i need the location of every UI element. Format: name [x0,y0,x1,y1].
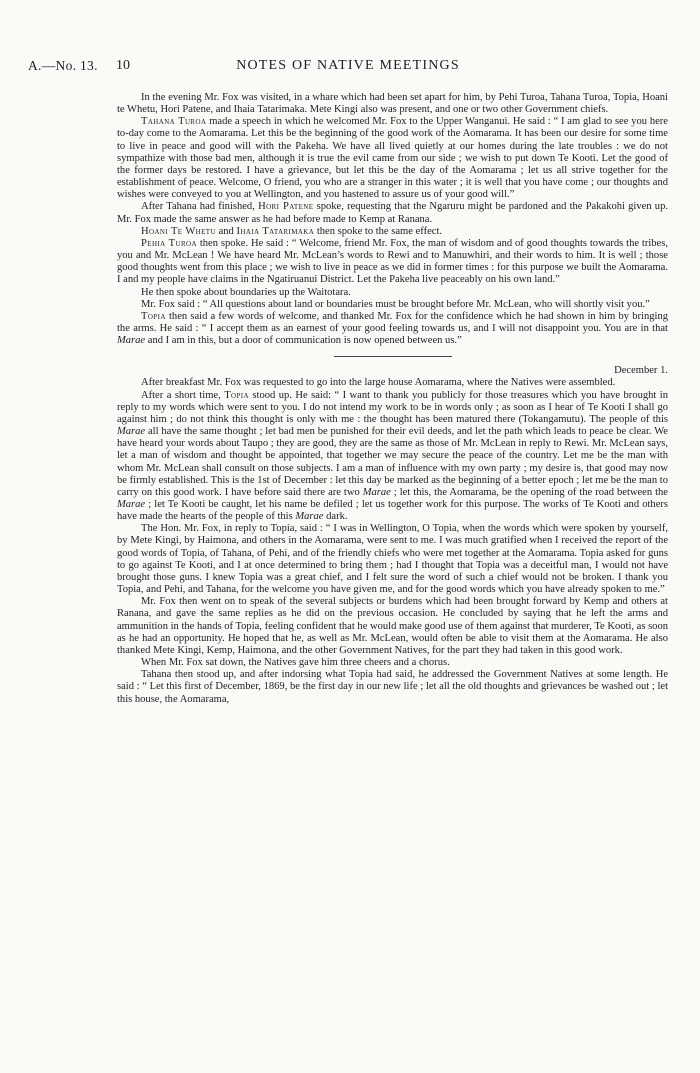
text-run: The Hon. Mr. Fox, in reply to Topia, said : “ I was in Wellington, O Topia, when the words which were spoken by yourself, by Mete Kingi, by Haimona, and others in the Aomarama, were sent to me. I was much gratified when I received the report of the good words of Topia, of Tahana, of Pehi, and of the friendly chiefs who were met together at the Aomarama. Topia asked for guns to go against Te Kooti, and I at once determined to bring them ; had I thought that Topia was a deceitful man, I would not have brought those guns. I knew Topia was a great chief, and I felt sure the word of such a chief would not be broken. I thank you Topia, and Pehi, and Tahana, for the welcome you have given me, and for the good words which you have already spoken to me.” [117,523,668,596]
speaker-name: Hori Patene [258,201,314,213]
paragraph [117,92,668,116]
italic-term: Marae [117,335,146,347]
italic-term: Marae [117,499,146,510]
paragraph [117,226,668,238]
speaker-name: Topia [141,310,166,322]
page-number: 10 [116,58,130,73]
paper-reference: A.—No. 13. [28,58,98,73]
paragraph [117,299,668,311]
text-run: Tahana then stood up, and after indorsing what Topia had said, he addressed the Government Natives at some length. He said : “ Let this first of December, 1869, be the first day in our new life ; let all the old thoughts and grievances be washed out ; let this house, the Aomarama, [117,669,668,705]
text-run: then spoke to the same effect. [314,225,443,237]
text-run: In the evening Mr. Fox was visited, in a whare which had been set apart for him, by Pehi Turoa, Tahana Turoa, Topia, Hoani te Whetu, Hori Patene, and Ihaia Tatarimaka. Mete Kingi also was present, and one or two other Government chiefs. [117,92,668,116]
paragraph [117,311,668,347]
text-run: After breakfast Mr. Fox was requested to go into the large house Aomarama, where the Natives were assembled. [141,377,616,389]
page-header [28,58,668,78]
speaker-name: Tahana Turoa [141,116,207,128]
paragraph [117,669,668,705]
text-run: made a speech in which he welcomed Mr. Fox to the Upper Wanganui. He said : “ I am glad to see you here to-day come to the Aomarama. Let this be the beginning of the good work of the Aomarama. It has been our desire for some time to live in peace and good will with the Pakeha. We have all lived quietly at our homes during the late troubles : we do not sympathize with those bad men, although it is true the evil came from our side ; we wish to put down Te Kooti. Let the good of the former days be restored. I have a grievance, but let this be the day of the Aomarama ; let us all strive together for the establishment of peace. Welcome, O friend, you who are a stranger in this water ; it is well that you have come ; our thoughts and wishes were conveyed to you at Wellington, and you hastened to assure us of your good will.” [117,116,668,201]
article-body [117,92,668,706]
running-title: NOTES OF NATIVE MEETINGS [236,58,460,73]
text-run: then spoke. He said : “ Welcome, friend Mr. Fox, the man of wisdom and of good thoughts towards the tribes, you and Mr. McLean ! We have heard Mr. McLean’s words to Rewi and to Manuwhiri, and their words to him. It is well ; those good thoughts went from this place ; we wish to live in peace as we did in former times : for this purpose we built the Aomarama. I and my people have claims in the Ngatiruanui District. Let the Pakeha live peaceably on his own land.” [117,237,668,286]
paragraph [117,287,668,299]
paragraph [117,523,668,596]
text-run: all have the same thought ; let bad men be punished for their evil deeds, and let the path which leads to peace be clear. We have heard your words about Taupo ; they are good, they are the same as those of Mr. McLean in reply to Rewi. Mr. McLean says, let a man of wisdom and thought be appointed, that together we may secure the peace of the country. Let me be the man with whom Mr. McLean shall consult on those subjects. I am a man of influence with my own party ; my desire is, that good may now be firmly established. This is the 1st of December : let this day be marked as the beginning of a better epoch ; let me be the man to carry on this good work. I have before said there are two [117,426,668,498]
italic-term: Marae [117,426,146,438]
paragraph [117,377,668,389]
speaker-name: Ihaia Tatarimaka [236,225,315,237]
text-run: After Tahana had finished, [141,201,259,213]
paragraph [117,238,668,287]
text-run: and I am in this, but a door of communication is now opened between us.” [145,335,462,347]
paragraph [117,596,668,657]
speaker-name: Pehia Turoa [141,237,197,249]
text-run: stood up. He said: “ I want to thank you publicly for those treasures which you have brought in reply to my words which were sent to you. I do not intend my work to be in words only ; as soon as I hear of Te Kooti I shall go against him ; do not think this thought is only with me : the thought has been matured there (Tokangamutu). The people of this [117,389,668,425]
text-run: dark. [323,511,348,523]
text-run: After a short time, [141,389,225,401]
section-divider [334,356,452,357]
italic-term: Marae [362,486,391,498]
paragraph [117,657,668,669]
paragraph [117,201,668,225]
text-run: and [215,225,237,237]
text-run: Mr. Fox said : “ All questions about land or boundaries must be brought before Mr. McLean, who will shortly visit you.” [141,298,650,310]
text-run: then said a few words of welcome, and thanked Mr. Fox for the confidence which he had shown in him by bringing the arms. He said : “ I accept them as an earnest of your good feeling towards us, and I will not disappoint you. You are in that [117,310,668,334]
speaker-name: Hoani Te Whetu [141,225,216,237]
text-run: ; let this, the Aomarama, be the opening of the road between the [390,486,668,498]
text-run: Mr. Fox then went on to speak of the several subjects or burdens which had been brought forward by Kemp and others at Ranana, and gave the same replies as he did on the previous occasion. He concluded by saying that he left the arms and ammunition in the hands of Topia, feeling confident that he would make good use of them against that murderer, Te Kooti, as soon as he had an opportunity. He hoped that he, as well as Mr. McLean, would often be able to visit them at the Aomarama. He also thanked Mete Kingi, Kemp, Haimona, and the other Government Natives, for the part they had taken in this good work. [117,596,669,656]
italic-term: Marae [295,511,324,523]
dateline: December 1. [614,365,668,377]
paragraph [117,390,668,524]
text-run: He then spoke about boundaries up the Waitotara. [141,286,351,298]
text-run: When Mr. Fox sat down, the Natives gave him three cheers and a chorus. [141,657,450,669]
paragraph [117,116,668,201]
text-run: spoke, requesting that the Ngaruru might be pardoned and the Pakakohi given up. Mr. Fox made the same answer as he had before made to Kemp at Ranana. [117,201,668,225]
speaker-name: Topia [224,389,249,401]
text-run: ; let Te Kooti be caught, let his name be defiled ; let us together work for this purpose. The works of Te Kooti and others have made the hearts of the people of this [117,499,668,523]
